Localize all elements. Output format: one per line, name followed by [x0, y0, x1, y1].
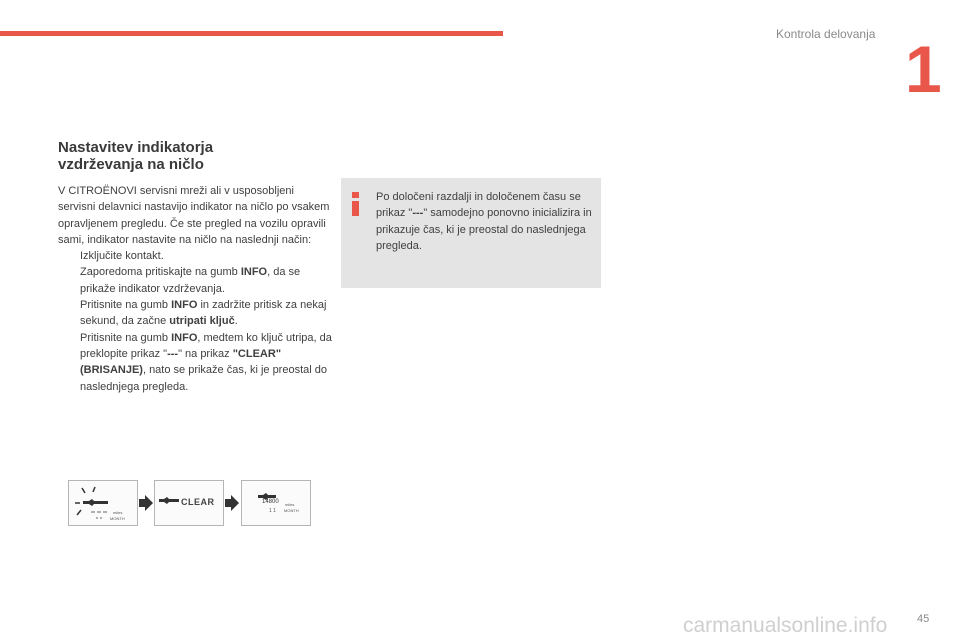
button-name: INFO	[240, 266, 268, 279]
step-text: Zaporedoma pritiskajte na gumb	[80, 266, 241, 279]
info-text: Po določeni razdalji in določenem času se prikaz "---" samodejno ponovno inicializira in prikazuje čas, ki je preostal do naslednjega pregleda.	[376, 191, 592, 252]
odometer-value: 14800	[262, 499, 279, 505]
page-number: 45	[917, 613, 930, 625]
step-item	[58, 264, 333, 297]
time-unit: MONTH	[110, 516, 125, 521]
body-text	[58, 183, 333, 395]
step-text: Pritisnite na gumb	[80, 299, 172, 312]
chapter-number: 1	[905, 32, 942, 106]
info-icon	[351, 192, 360, 216]
title-line-1: Nastavitev indikatorja	[58, 139, 214, 156]
arrow-right-icon	[225, 495, 239, 511]
intro-paragraph: V CITROËNOVI servisni mreži ali v usposobljeni servisni delavnici nastavijo indikator na ničlo po vsakem opravljenem pregledu. Če ste pregled na vozilu opravili sami, indikator nastavite na ničlo na naslednji način:	[58, 185, 330, 246]
distance-unit: miles	[113, 510, 123, 515]
display-panel-blinking-wrench	[68, 480, 138, 526]
step-text: Izključite kontakt.	[80, 250, 164, 263]
emphasis-text: utripati ključ	[169, 315, 235, 328]
step-item	[58, 330, 333, 395]
watermark: carmanualsonline.info	[683, 614, 888, 637]
step-text: " na prikaz	[178, 347, 233, 360]
time-unit: MONTH	[284, 508, 299, 513]
arrow-right-icon	[139, 495, 153, 511]
display-panel-clear	[154, 480, 224, 526]
button-name: INFO	[171, 331, 198, 344]
button-name: INFO	[171, 299, 198, 312]
step-text: Pritisnite na gumb	[80, 331, 172, 344]
emphasis-text: ---	[167, 347, 179, 360]
step-text: , da se prikaže indikator vzdrževanja.	[80, 266, 301, 295]
emphasis-text: "CLEAR" (BRISANJE)	[80, 347, 282, 377]
blinking-wrench-icon	[69, 481, 137, 525]
step-item	[58, 248, 333, 264]
section-title: Kontrola delovanja	[776, 27, 876, 41]
display-panel-remaining	[241, 480, 311, 526]
distance-unit: miles	[285, 502, 295, 507]
step-item	[58, 297, 333, 330]
step-text: .	[234, 315, 238, 328]
info-box	[341, 178, 601, 288]
header-accent-bar	[0, 31, 503, 36]
step-text: , medtem ko ključ utripa, da preklopite prikaz "	[80, 331, 332, 360]
clear-label: CLEAR	[181, 497, 215, 507]
step-text: in zadržite pritisk za nekaj sekund, da začne	[80, 299, 327, 328]
title-line-2: vzdrževanja na ničlo	[58, 156, 204, 173]
steps-list	[58, 248, 333, 395]
step-text: , nato se prikaže čas, ki je preostal do naslednjega pregleda.	[80, 364, 327, 393]
months-value: 1 1	[269, 508, 276, 514]
page-title	[58, 139, 213, 173]
